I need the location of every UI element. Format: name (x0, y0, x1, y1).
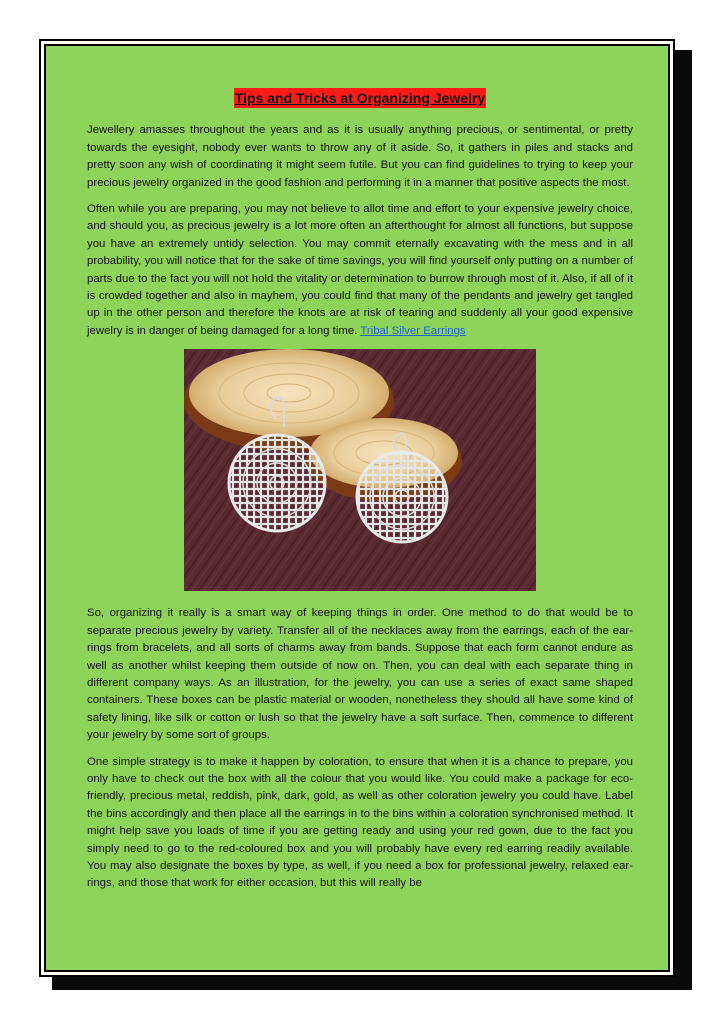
paragraph-2 (87, 201, 633, 340)
paragraph-3: So, organizing it really is a smart way of keeping things in order. One method to do that would be to separate precious jewelry by variety. Transfer all of the necklaces away from the earrings, each of the ear-rings from bracelets, and all sorts of charms away from bands. Suppose that each form cannot endure as well as another whilst keeping them outside of now on. Then, you can deal with each separate thing in different company ways. As an illustration, for the jewelry, you can use a series of exact same shaped containers. These boxes can be plastic material or wooden, nonetheless they should all have some kind of safety lining, like silk or cotton or lush so that the jewelry have a soft surface. Then, commence to different your jewelry by some sort of groups. (87, 607, 633, 742)
document-body (87, 88, 633, 902)
paragraph-1: Jewellery amasses throughout the years and as it is usually anything precious, or sentimental, or pretty towards the eyesight, nobody ever wants to throw any of it aside. So, it gathers in piles and stacks and pretty soon any wish of coordinating it might seem futile. But you can find guidelines to trying to keep your precious jewelry organized in the good fashion and performing it in a manner that positive aspects the most. (87, 124, 633, 189)
title-row (87, 88, 633, 109)
document-title: Tips and Tricks at Organizing Jewelry (234, 90, 486, 106)
paragraph-4: One simple strategy is to make it happen by coloration, to ensure that when it is a chance to prepare, you only have to check out the box with all the colour that you would like. You could make a package for eco-friendly, precious metal, reddish, pink, dark, gold, as well as other coloration jewelry you could have. Label the bins accordingly and then place all the earrings in to the bins within a coloration synchronised method. It might help save you loads of time if you are getting ready and using your red gown, due to the fact you simply need to go to the red-coloured box and you will probably have every red earring readily available. You may also designate the boxes by type, as well, if you need a box for professional jewelry, relaxed ear-rings, and those that work for either occasion, but this will really be (87, 755, 633, 890)
tribal-silver-earrings-link[interactable]: Tribal Silver Earrings (360, 324, 466, 337)
earrings-photo (184, 349, 536, 591)
paragraph-2-text: Often while you are preparing, you may not believe to allot time and effort to your expensive jewelry choice, and should you, as precious jewelry is a lot more often an afterthought for almost all functions, but suppose you have an extremely untidy selection. You may commit eternally excavating with the mess and in all probability, you will notice that for the sake of time savings, you will find yourself only putting on a number of parts due to the fact you will not hold the vitality or determination to burrow through most of it. Also, if all of it is crowded together and also in mayhem, you could find that many of the pendants and jewelry get tangled up in the other person and therefore the knots are at risk of tearing and suddenly all your good expensive jewelry is in danger of being damaged for a long time. (87, 203, 633, 337)
